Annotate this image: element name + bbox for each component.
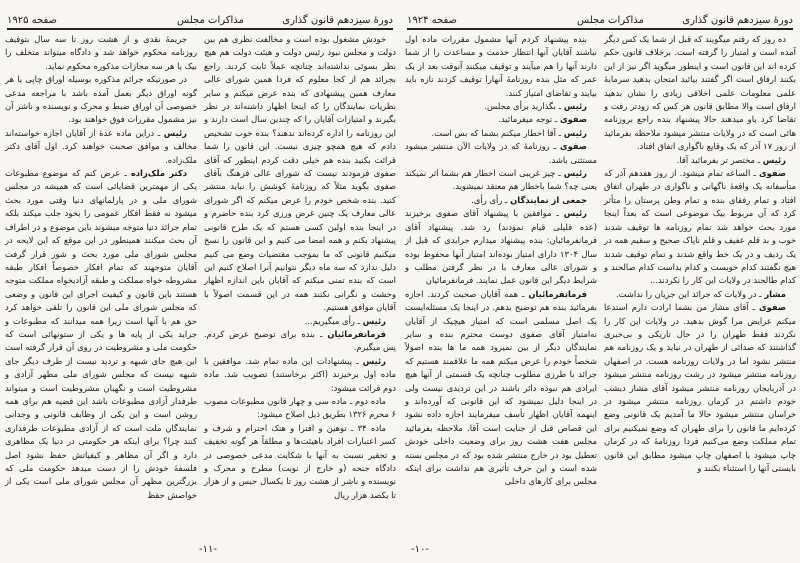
page-right bbox=[403, 0, 797, 563]
speaker-name: رئیس bbox=[362, 315, 386, 326]
speaker-name: رئیس bbox=[563, 127, 587, 138]
text-column-left bbox=[405, 33, 597, 489]
paragraph bbox=[405, 100, 597, 113]
paragraph-text: ماده دوم ـ ماده سی و چهار قانون مطبوعات مصوب ۶ محرم ۱۳۲۶ بطریق ذیل اصلاح میشود: bbox=[204, 395, 396, 420]
paragraph bbox=[405, 194, 597, 207]
paragraph-text: ـ آقا اخطار میکنم بشما که بس است. bbox=[431, 127, 562, 138]
header-rule bbox=[7, 28, 393, 30]
page-header bbox=[7, 8, 393, 26]
paragraph-text: ـ توجه میفرمائید. bbox=[498, 114, 558, 125]
speaker-name: صفوی bbox=[559, 114, 587, 125]
speaker-name: مشار bbox=[764, 288, 786, 299]
paragraph bbox=[405, 127, 597, 140]
paragraph bbox=[204, 328, 396, 355]
page-left bbox=[3, 0, 397, 563]
paragraph-text: ـ بگذارید برأی مجلس. bbox=[484, 101, 562, 112]
paragraph-text: ـ در ولایات که جرائد این جریان را نداشت. bbox=[616, 288, 762, 299]
paragraph-text: ـ رأی رأی. bbox=[471, 194, 508, 205]
paragraph-text: بنده پیشنهاد کردم آنها مشمول مقررات ماده اول نباشند آقایان آنها انتظار خدمت و مساعدت را از شما دارند آنها را هم میآیند و توقیف میکنند آنوقت بعد از یک عمر که مثل بنده روزنامهٔ آنهارا توقیف کردند تازه باید بیایند و تقاضای امتیاز کنند. bbox=[405, 34, 597, 98]
paragraph bbox=[604, 167, 796, 288]
paragraph-text: ـ پیشنهادات این ماده تمام شد. موافقین با ماده اول برخیزند (اکثر برخاستند) تصویب شد. ماده دوم قرائت میشود: bbox=[204, 355, 396, 393]
speaker-name: جمعی از نمایندگان bbox=[510, 194, 587, 205]
speaker-name: رئیس bbox=[762, 154, 786, 165]
proceedings-title: مذاکرات مجلس bbox=[177, 15, 244, 26]
paragraph bbox=[604, 33, 796, 154]
speaker-name: رئیس bbox=[563, 208, 587, 219]
speaker-name: رئیس bbox=[563, 168, 587, 179]
paragraph bbox=[405, 140, 597, 167]
paragraph bbox=[604, 154, 796, 167]
paragraph bbox=[405, 113, 597, 126]
paragraph-text: ده روز که رفتم میگویند که قبل از شما یک کس دیگر آمده است و امتیاز را گرفته است. برخلاف قانون حکم کرده اند این قانون است و اینطور میگوید اگر نیز از این بکنند ارفاق است اگر گفتند بیائید امتحان بدهید سرمایهٔ علمی معلومات علمی اخلاقی زیادی را نشان بدهید ارفاق است والا مطابق قانون هر کس که زودتر رفت و تقاضا کرد باو میدهند حالا پیشنهاد بنده راجع بروزنامه هائی است که در ولایات منتشر میشود ملاحظه بفرمائید از روز ۱۷ آذر که یک وقایع ناگواری اتفاق افتاد. bbox=[604, 34, 796, 152]
page-number-label: صفحه ۱۹۲۵ bbox=[7, 15, 58, 26]
paragraph bbox=[5, 33, 197, 73]
page-header bbox=[407, 8, 793, 26]
speaker-name: صفوی bbox=[758, 302, 786, 313]
paragraph-text: ماده ۳۴ ـ توهین و افترا و هتک احترام و شرف و کسر اعتبارات افراد باهیئت‌ها و مطلقاً هر گونه تخفیف و تحقیر نسبت به آنها با شکایت مدعی خصوصی در دادگاه جنحه (و خارج از نوبت) مطرح و محرک و نویسنده و ناشر از هشت روز تا یکسال حبس و از هزار تا یکصد هزار ریال bbox=[204, 422, 396, 500]
speaker-name: رئیس bbox=[362, 355, 387, 366]
text-column-right bbox=[204, 33, 396, 502]
paragraph bbox=[204, 355, 396, 395]
speaker-name: رئیس bbox=[563, 101, 587, 112]
paragraph bbox=[405, 207, 597, 287]
paragraph bbox=[604, 301, 796, 475]
text-column-right bbox=[604, 33, 796, 475]
paragraph bbox=[204, 395, 396, 422]
paragraph bbox=[405, 288, 597, 489]
speaker-name: فرمانفرمائیان bbox=[327, 328, 386, 339]
paragraph-text: ـ دراین ماده عدهٔ از آقایان اجازه خواسته‌اند مخالف و موافق صحبت خواهند کرد. اول آقای دکتر ملک‌زاده. bbox=[5, 127, 197, 165]
paragraph-text: ـ مختصر تر بفرمائید آقا. bbox=[676, 154, 761, 165]
paragraph bbox=[5, 167, 197, 502]
paragraph-text: ـ عرض کنم که موضوع مطبوعات یکی از مهمترین قضایائی است که همیشه در مجلس شورای ملی و در پارلمانهای دنیا وقتی مورد بحث میشود نه فقط افکار عمومی را بخود جلب میکند بلکه تمام جرائد دنیا متوجه میشوند باین موضوع و در اطراف آن بحث میکنند همینطور در این موقع که این لایحه در مجلس شورای ملی مورد بحث و شور قرار گرفت آقایان متوجهند که تمام افکار خصوصاً افکار طبقه مشروطه خواه مملکت و طبقه آزادیخواه مملکت متوجه هستند باین قانون و کیفیت اجرای این قانون و وضعی که مجلس شورای ملی این قانون را تلقی خواهد کرد حق هم با آنها است زیرا همه میدانند که مطبوعات و جراید یکی از پایه ها و یکی از ستونهائی است که حکومت ملی و مشروطیت در روی آن قرار گرفته است این هیچ جای شبهه و تردید نیست از طرف دیگر جای شبهه نیست که مجلس شورای ملی مظهر آزادی و مشروطیت است و نگهبان مشروطیت است و میتواند طرفدار آزادی مطبوعات باشد این قضیه هم برای همه روشن است و این یکی از وظایف قانونی و وجدانی نمایندگان ملت است که از آزادی مطبوعات طرفداری کنند چرا؟ برای اینکه هر حکومتی در دنیا یک مظاهری دارد و اگر آن مظاهر و کیفیاتش حفظ نشود اصل فلسفهٔ خودش را از دست میدهد حکومت ملی که بزرگترین مظهر آن مجلس شورای ملی است یکی از خواصش حفظ bbox=[5, 168, 197, 500]
paragraph-text: ـ الساعه تمام میشود. از روز هفدهم آذر که متأسفانه یک واقعهٔ ناگهانی و ناگواری در طهران اتفاق افتاد و تمام رفقای بنده و تمام وطن پرستان را متأثر کرد که آن مربوط بیک موضوعی است که بعداً اینجا مورد بحث خواهد شد تمام روزنامه ها توقیف شدند خوب و بد قلم عفیف و قلم ناپاک صحیح و سقیم همه در یک ردیف و در یک خط واقع شدند و تمام توقیف شدند هیچ نگفتند کدام خوبست و کدام بداست کدام صالحند و کدام طالحند در ولایات این کار را نکردند... bbox=[604, 168, 796, 286]
paragraph bbox=[405, 33, 597, 100]
page-footer-number: -۱۰- bbox=[411, 544, 429, 555]
session-title: دورهٔ سیزدهم قانون گذاری bbox=[282, 15, 393, 26]
speaker-name: صفوی bbox=[758, 168, 787, 179]
paragraph-text: ـ رأی میگیریم... bbox=[304, 315, 361, 326]
paragraph-text: ـ چیز غریبی است اخطار هم بشما اثر نمیکند یعنی چه؟ شما باخطار هم معتقد نمیشوید. bbox=[405, 168, 597, 192]
paragraph bbox=[204, 422, 396, 502]
paragraph-text: خودش مشغول بوده است و مخالفت نظری هم بین دولت و مجلس نبود رئیس دولت و هیئت دولت هم هیچ نظر بسوئی نداشته‌اند چنانچه عملاً ثابت کردند. راجع بجرائد هم از کجا معلوم که فردا همین شورای عالی معارف همین پیشنهادی که بنده عرض میکنم و سایر نظریات نمایندگان را که اینجا اظهار داشته‌اند در نظر بگیرند و امتیازات آقایان را که چندین سال است دارند و این روزنامه را اداره کرده‌اند ندهند؟ بنده خوب تشخیص دادم که هیچ همچو چیزی نیست. این قانون را شما قرائت بکنید بنده هم خیلی دقت کردم اینطور که آقای صفوی فرمودند نیست که شورای عالی فرهنگ بآقای صفوی بگوید مثلاً که روزنامهٔ کوشش را نباید منتشر کنید. بنده شخص خودم را عرض میکنم که اگر شورای عالی معارف یک چنین غرض ورزی کرد بنده حاضرم و در اینجا بنده اولین کسی هستم که یک طرح قانونی پیشنهاد بکنم و همه امضا می کنیم و این قانون را نسخ میکنیم قانونی که ما بموجب مقتضیات وضع می کنیم دلیل ندارد که سه ماه دیگر نتوانیم آنرا اصلاح کنیم این است که بنده تمنی میکنم که آقایان باین اندازه اظهار وحشت و نگرانی نکنند همه در این قسمت اصولاً با آقایان موافق هستیم. bbox=[204, 34, 396, 313]
paragraph-text: جریمهٔ نقدی و از هشت روز تا سه سال بتوقیف روزنامه محکوم خواهد شد و دادگاه میتواند متخلف را بیک یا هر سه مجازات مذکوره محکوم نماید. bbox=[5, 34, 197, 71]
page-number-label: صفحه ۱۹۲۴ bbox=[407, 15, 458, 26]
paragraph bbox=[204, 33, 396, 315]
paragraph bbox=[5, 127, 197, 167]
paragraph bbox=[204, 315, 396, 328]
header-rule bbox=[407, 28, 793, 30]
speaker-name: صفوی bbox=[559, 141, 587, 152]
speaker-name: دکتر ملک‌زاده bbox=[130, 168, 188, 179]
session-title: دورهٔ سیزدهم قانون گذاری bbox=[682, 15, 793, 26]
paragraph-text: ـ همه آقایان صحبت کردند. اجازه بفرمائید بنده هم توضیح بدهم. در اینجا یک مسئله‌ایست یک اصل مسلمی است که امتیاز هیچیک از آقایان نه‌امتیاز آقای صفوی دوست محترم بنده و سایر نمایندگان دیگر از بین نمیرود همه ما ها بنده اصولاً شخصاً خودم را عرض میکنم همه ما علاقمند هستیم که جرائد با طرزی مطلوب چنانچه یک قسمتی از آنها هیچ ایرادی هم نبوده دائر باشند در این تردیدی نیست ولی در اینجا دلیل نمیشود که این قانونی که آورده‌اند و اینهمه آقایان اظهار تأسف میفرمایند اجازه داده نشود این قصاص قبل از جنایت است آقا. ملاحظه بفرمائید مجلس هفت هشت روز برای وضعیت داخلی خودش تعطیل بود در خارج منتشر شده بود که در مجلس بسته شده است و این حرف تأثیری هم نداشت برای اینکه مجلس برای کارهای داخلی bbox=[405, 288, 597, 487]
paragraph-text: ـ آقای مشار من بشما ارادت دارم استدعا میکنم عرایض مرا گوش بدهید. در ولایات این کار را نکردند فقط طهران را در حال تاریکی و بی‌خبری گذاشتند که صدائی از طهران در نیاید و یک روزنامه هم منتشر نشود اما در ولایات روزنامه هست. در اصفهان روزنامه منتشر میشود در رشت روزنامه منتشر میشود در آذربایجان روزنامه منتشر میشود آقای مشار دیشب خودم داشتم در کرمان روزنامه منتشر میشود در خراسان منتشر میشود حالا ما آمدیم یک قانونی وضع کرده‌ایم ما قانون را برای طهران که وضع نمیکنیم برای تمام مملکت وضع می‌کنیم فردا روزنامهٔ که در کرمان چاپ میشود یا اصفهان چاپ میشود مطابق این قانون بایستی آنها را استثناء بکنند و bbox=[604, 302, 796, 473]
proceedings-title: مذاکرات مجلس bbox=[577, 15, 644, 26]
paragraph bbox=[405, 167, 597, 194]
text-column-left bbox=[5, 33, 197, 502]
speaker-name: رئیس bbox=[163, 127, 187, 138]
page-footer-number: -۱۱- bbox=[199, 544, 217, 555]
speaker-name: فرمانفرمائیان bbox=[528, 288, 587, 299]
paragraph bbox=[5, 73, 197, 127]
paragraph bbox=[604, 288, 796, 301]
paragraph-text: ـ بنده برای توضیح عرض کردم. پس میگیرم. bbox=[204, 328, 396, 353]
paragraph-text: در صورتیکه جرائم مذکوره بوسیله اوراق چاپی یا هر گونه اوراق دیگر بعمل آمده باشد با مراجعه مدعی خصوصی آن اوراق ضبط و محرک و نویسنده و ناشر آن نیز مشمول مقررات فوق خواهند بود. bbox=[5, 74, 197, 125]
paragraph-text: ـ روزنامهٔ که در ولایات الآن منتشر میشود مستثنی باشد. bbox=[405, 141, 597, 165]
paragraph-text: ـ موافقین با پیشنهاد آقای صفوی برخیزند (عده قلیلی قیام نمودند) رد شد. پیشنهاد آقای فرمانفرمائیان: بنده پیشنهاد میدارم جرایدی که قبل از سال ۱۳۰۴ دارای امتیاز بوده‌اند امتیاز آنها محفوظ بوده و شورای عالی معارف با در نظر گرفتن مطلب و شرایط دیگر این قانون عمل نمایند. فرمانفرمائیان bbox=[405, 208, 597, 286]
